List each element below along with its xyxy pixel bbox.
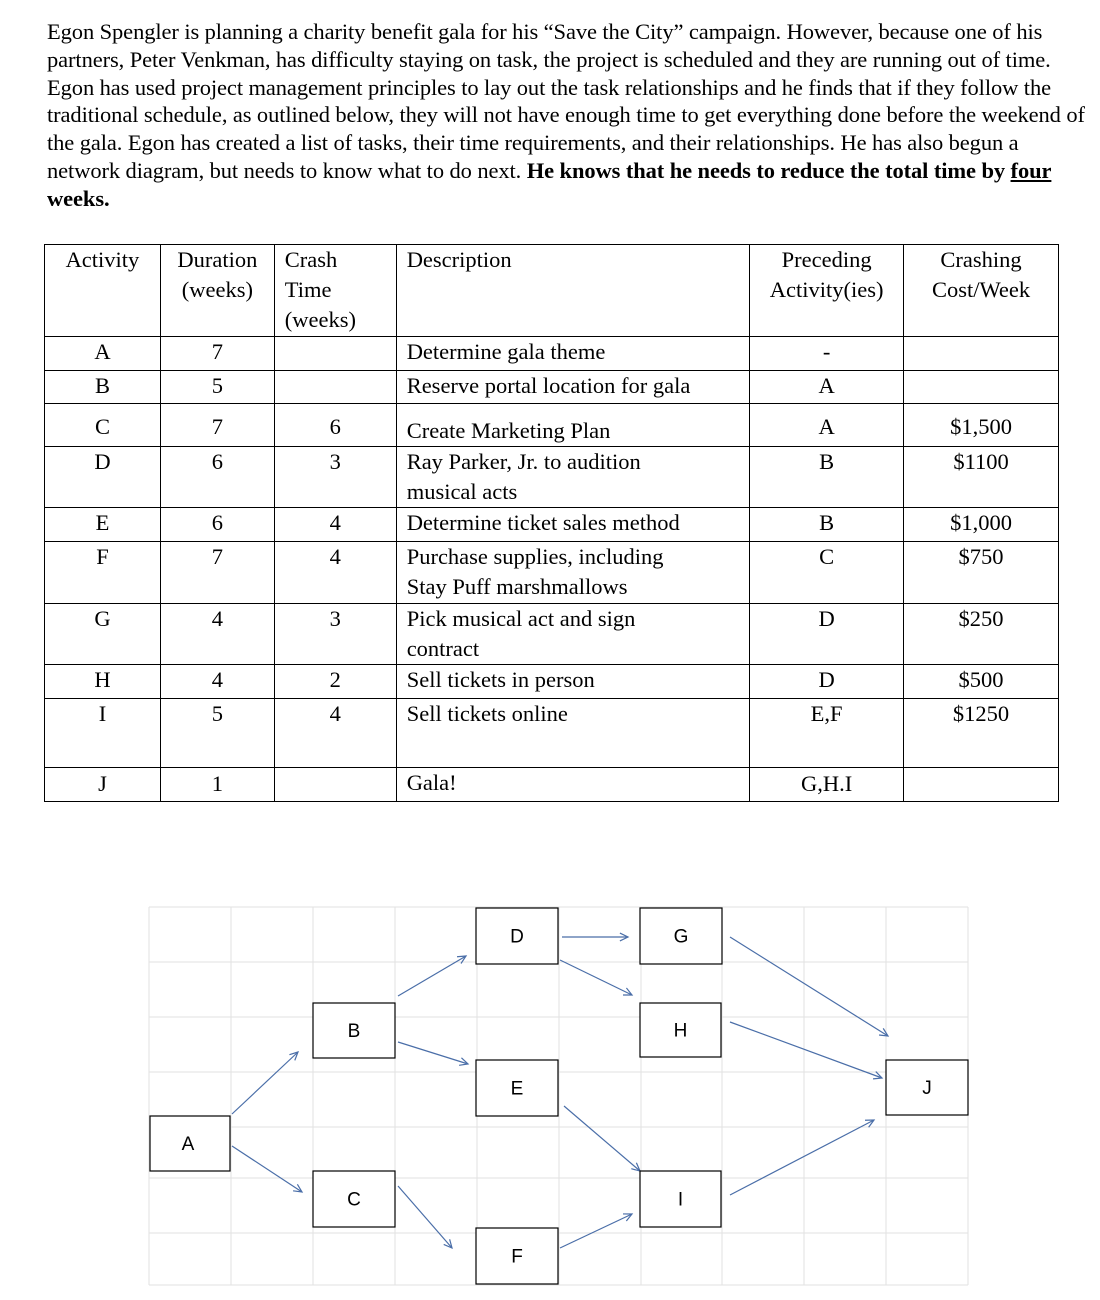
- cell-crashing-cost: $750: [904, 542, 1059, 604]
- header-activity: Activity: [45, 245, 161, 337]
- cell-description: Reserve portal location for gala: [396, 371, 749, 404]
- cell-preceding: G,H.I: [750, 768, 904, 802]
- dependency-arrow: [560, 960, 632, 995]
- dependency-arrow: [730, 937, 888, 1036]
- header-crash-time: Crash Time (weeks): [274, 245, 396, 337]
- activity-node-c: [313, 1171, 395, 1227]
- activity-node-e: [476, 1060, 558, 1116]
- cell-crashing-cost: $500: [904, 665, 1059, 699]
- cell-duration: 4: [160, 665, 274, 699]
- node-label: C: [347, 1189, 361, 1211]
- header-crashing-cost: Crashing Cost/Week: [904, 245, 1059, 337]
- cell-description: Ray Parker, Jr. to audition musical acts: [396, 447, 749, 508]
- intro-underlined: four: [1010, 157, 1052, 183]
- cell-activity: E: [45, 508, 161, 542]
- cell-description: Gala!: [396, 768, 749, 802]
- node-label: I: [677, 1189, 684, 1211]
- cell-description: Create Marketing Plan: [396, 404, 749, 447]
- activity-node-j: [886, 1060, 968, 1115]
- node-label: J: [922, 1078, 932, 1099]
- cell-activity: I: [45, 699, 161, 768]
- cell-crashing-cost: $1,000: [904, 508, 1059, 542]
- cell-duration: 1: [160, 768, 274, 802]
- node-label: E: [510, 1078, 524, 1100]
- cell-duration: 5: [160, 371, 274, 404]
- cell-duration: 6: [160, 508, 274, 542]
- intro-bold-end: weeks.: [47, 185, 110, 211]
- cell-preceding: A: [750, 371, 904, 404]
- cell-crash-time: 6: [274, 404, 396, 447]
- header-preceding: Preceding Activity(ies): [750, 245, 904, 337]
- arrowhead: [879, 1028, 888, 1036]
- cell-description: Sell tickets online: [396, 699, 749, 768]
- activity-node-a: [150, 1116, 230, 1171]
- dependency-arrow: [398, 1042, 468, 1064]
- cell-description: Purchase supplies, including Stay Puff marshmallows: [396, 542, 749, 604]
- cell-preceding: E,F: [750, 699, 904, 768]
- arrowhead: [293, 1184, 302, 1192]
- cell-activity: F: [45, 542, 161, 604]
- node-label: B: [347, 1021, 361, 1042]
- cell-crashing-cost: $1,500: [904, 404, 1059, 447]
- dependency-arrow: [232, 1052, 298, 1114]
- node-label: F: [511, 1246, 523, 1268]
- cell-activity: G: [45, 604, 161, 665]
- activity-node-b: [313, 1003, 395, 1058]
- intro-text: Egon Spengler is planning a charity benefit gala for his “Save the City” campaign. However, because one of his partners, Peter Venkman, has difficulty staying on task, the project is scheduled and they are running out of time. Egon has used project management principles to lay out the task relationships and he finds that if they follow the traditional schedule, as outlined below, they will not have enough time to get everything done before the weekend of the gala. Egon has created a list of tasks, their time requirements, and their relationships. He has also begun a network diagram, but needs to know what to do next.: [47, 19, 1085, 183]
- dependency-arrow: [730, 1022, 882, 1078]
- cell-description: Determine gala theme: [396, 337, 749, 371]
- cell-duration: 6: [160, 447, 274, 508]
- cell-crash-time: 4: [274, 699, 396, 768]
- activity-node-f: [476, 1228, 558, 1284]
- header-duration: Duration (weeks): [160, 245, 274, 337]
- activity-node-h: [640, 1003, 721, 1057]
- node-label: D: [510, 926, 524, 948]
- cell-crash-time: 2: [274, 665, 396, 699]
- cell-crash-time: 4: [274, 542, 396, 604]
- cell-activity: B: [45, 371, 161, 404]
- activity-node-g: [640, 908, 722, 964]
- cell-preceding: -: [750, 337, 904, 371]
- cell-crashing-cost: $1250: [904, 699, 1059, 768]
- node-label: A: [181, 1134, 195, 1155]
- cell-activity: C: [45, 404, 161, 447]
- dependency-arrow: [398, 1186, 452, 1248]
- cell-duration: 7: [160, 542, 274, 604]
- cell-duration: 4: [160, 604, 274, 665]
- dependency-arrow: [232, 1146, 302, 1192]
- cell-preceding: B: [750, 508, 904, 542]
- cell-crashing-cost: $1100: [904, 447, 1059, 508]
- cell-preceding: B: [750, 447, 904, 508]
- cell-preceding: D: [750, 604, 904, 665]
- cell-duration: 7: [160, 404, 274, 447]
- cell-crashing-cost: $250: [904, 604, 1059, 665]
- dependency-arrow: [560, 1214, 632, 1248]
- node-label: H: [673, 1020, 688, 1042]
- node-label: G: [673, 926, 689, 948]
- cell-crash-time: 3: [274, 604, 396, 665]
- cell-activity: J: [45, 768, 161, 802]
- cell-description: Determine ticket sales method: [396, 508, 749, 542]
- dependency-arrow: [730, 1120, 874, 1195]
- activity-node-d: [476, 908, 558, 964]
- cell-activity: H: [45, 665, 161, 699]
- intro-bold-text: He knows that he needs to reduce the total time by: [526, 157, 1011, 183]
- cell-description: Sell tickets in person: [396, 665, 749, 699]
- activity-node-i: [640, 1171, 721, 1227]
- cell-crash-time: 3: [274, 447, 396, 508]
- cell-preceding: C: [750, 542, 904, 604]
- cell-preceding: D: [750, 665, 904, 699]
- cell-activity: A: [45, 337, 161, 371]
- cell-duration: 7: [160, 337, 274, 371]
- cell-crash-time: 4: [274, 508, 396, 542]
- cell-preceding: A: [750, 404, 904, 447]
- cell-activity: D: [45, 447, 161, 508]
- header-description: Description: [396, 245, 749, 337]
- cell-description: Pick musical act and sign contract: [396, 604, 749, 665]
- cell-duration: 5: [160, 699, 274, 768]
- dependency-arrow: [564, 1106, 640, 1171]
